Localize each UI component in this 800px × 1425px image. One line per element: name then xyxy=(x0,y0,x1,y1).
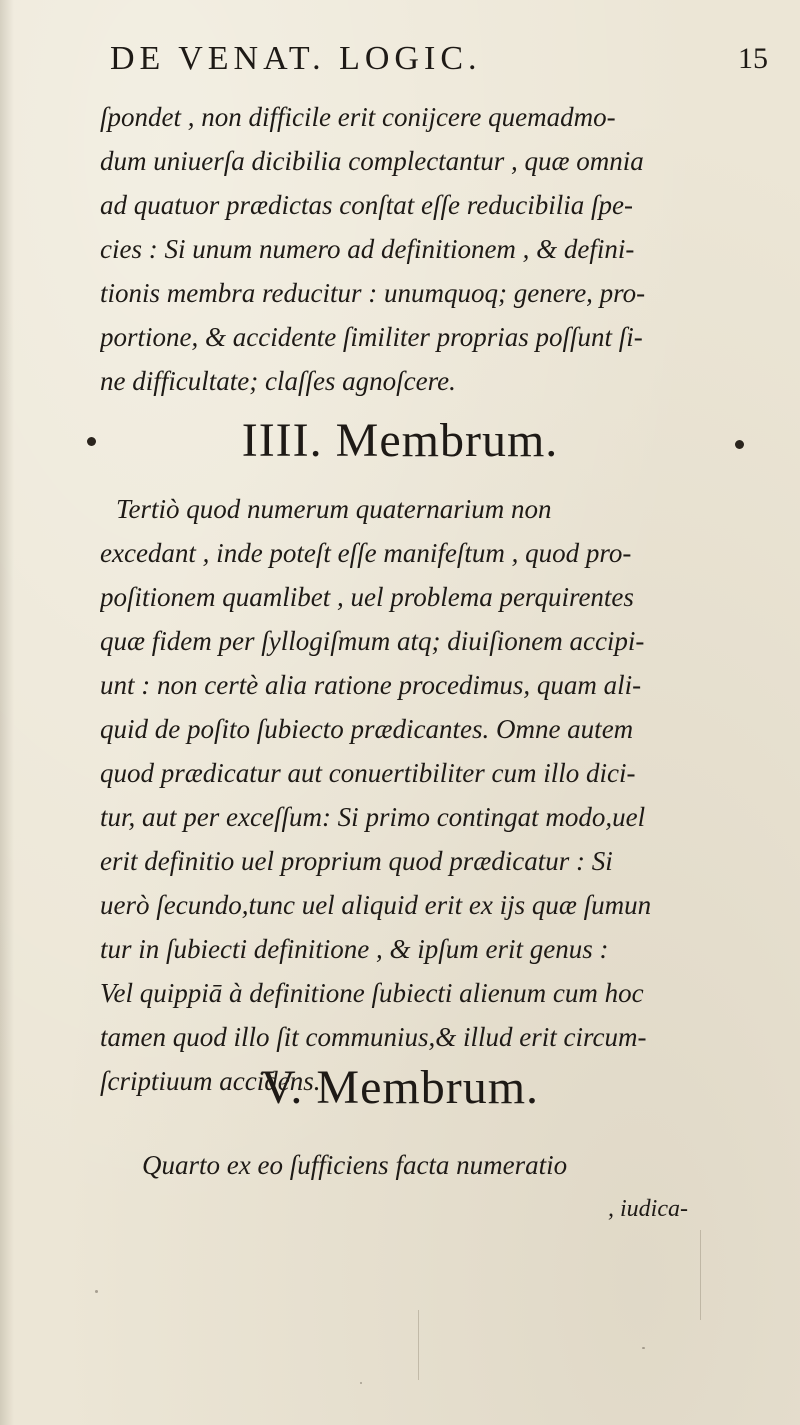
ink-dot xyxy=(735,440,744,449)
paper-speck xyxy=(360,1382,362,1384)
text-line: tamen quod illo ſit communius,& illud erit circum- xyxy=(100,1022,647,1052)
page-number: 15 xyxy=(738,42,768,75)
running-head-title: DE VENAT. LOGIC. xyxy=(110,40,482,77)
text-line: quid de poſito ſubiecto prædicantes. Omne autem xyxy=(100,714,634,744)
text-line: portione, & accidente ſimiliter proprias poſſunt ſi- xyxy=(100,322,643,352)
text-line: tur in ſubiecti definitione , & ipſum erit genus : xyxy=(100,934,609,964)
text-line: Vel quippiā à definitione ſubiecti alienum cum hoc xyxy=(100,978,644,1008)
gutter-shadow xyxy=(0,0,14,1425)
text-line: quod prædicatur aut conuertibiliter cum illo dici- xyxy=(100,758,636,788)
text-line: Quarto ex eo ſufficiens facta numeratio xyxy=(142,1150,568,1180)
paper-speck xyxy=(642,1347,645,1349)
text-line: ne difficultate; claſſes agnoſcere. xyxy=(100,366,456,396)
text-line: cies : Si unum numero ad definitionem , & defini- xyxy=(100,234,635,264)
paragraph-continuation xyxy=(100,95,780,403)
catchword: , iudica- xyxy=(608,1196,688,1222)
paper-crease xyxy=(418,1310,419,1380)
section-heading-4: IIII. Membrum. xyxy=(241,414,559,467)
text-line: quæ fidem per ſyllogiſmum atq; diuiſionem accipi- xyxy=(100,626,645,656)
text-line: ſcriptiuum accidens. xyxy=(100,1066,321,1096)
paragraph-section-5 xyxy=(100,1143,780,1231)
paragraph-section-4 xyxy=(100,487,780,1103)
text-line: unt : non certè alia ratione procedimus, quam ali- xyxy=(100,670,642,700)
text-line: dum uniuerſa dicibilia complectantur , quæ omnia xyxy=(100,146,644,176)
text-line: Tertiò quod numerum quaternarium non xyxy=(116,494,552,524)
text-line: uerò ſecundo,tunc uel aliquid erit ex ijs quæ ſumun xyxy=(100,890,652,920)
text-line: excedant , inde poteſt eſſe manifeſtum , quod pro- xyxy=(100,538,632,568)
text-line: tur, aut per exceſſum: Si primo contingat modo,uel xyxy=(100,802,646,832)
running-head xyxy=(0,40,800,80)
paper-crease xyxy=(700,1230,701,1320)
text-line: ſpondet , non difficile erit conijcere quemadmo- xyxy=(100,102,616,132)
paper-speck xyxy=(95,1290,98,1293)
text-line: tionis membra reducitur : unumquoq; genere, pro- xyxy=(100,278,646,308)
text-line: poſitionem quamlibet , uel problema perquirentes xyxy=(100,582,634,612)
section-heading-5: V. Membrum. xyxy=(260,1061,540,1114)
text-line: erit definitio uel proprium quod prædicatur : Si xyxy=(100,846,613,876)
text-line: ad quatuor prædictas conſtat eſſe reducibilia ſpe- xyxy=(100,190,633,220)
